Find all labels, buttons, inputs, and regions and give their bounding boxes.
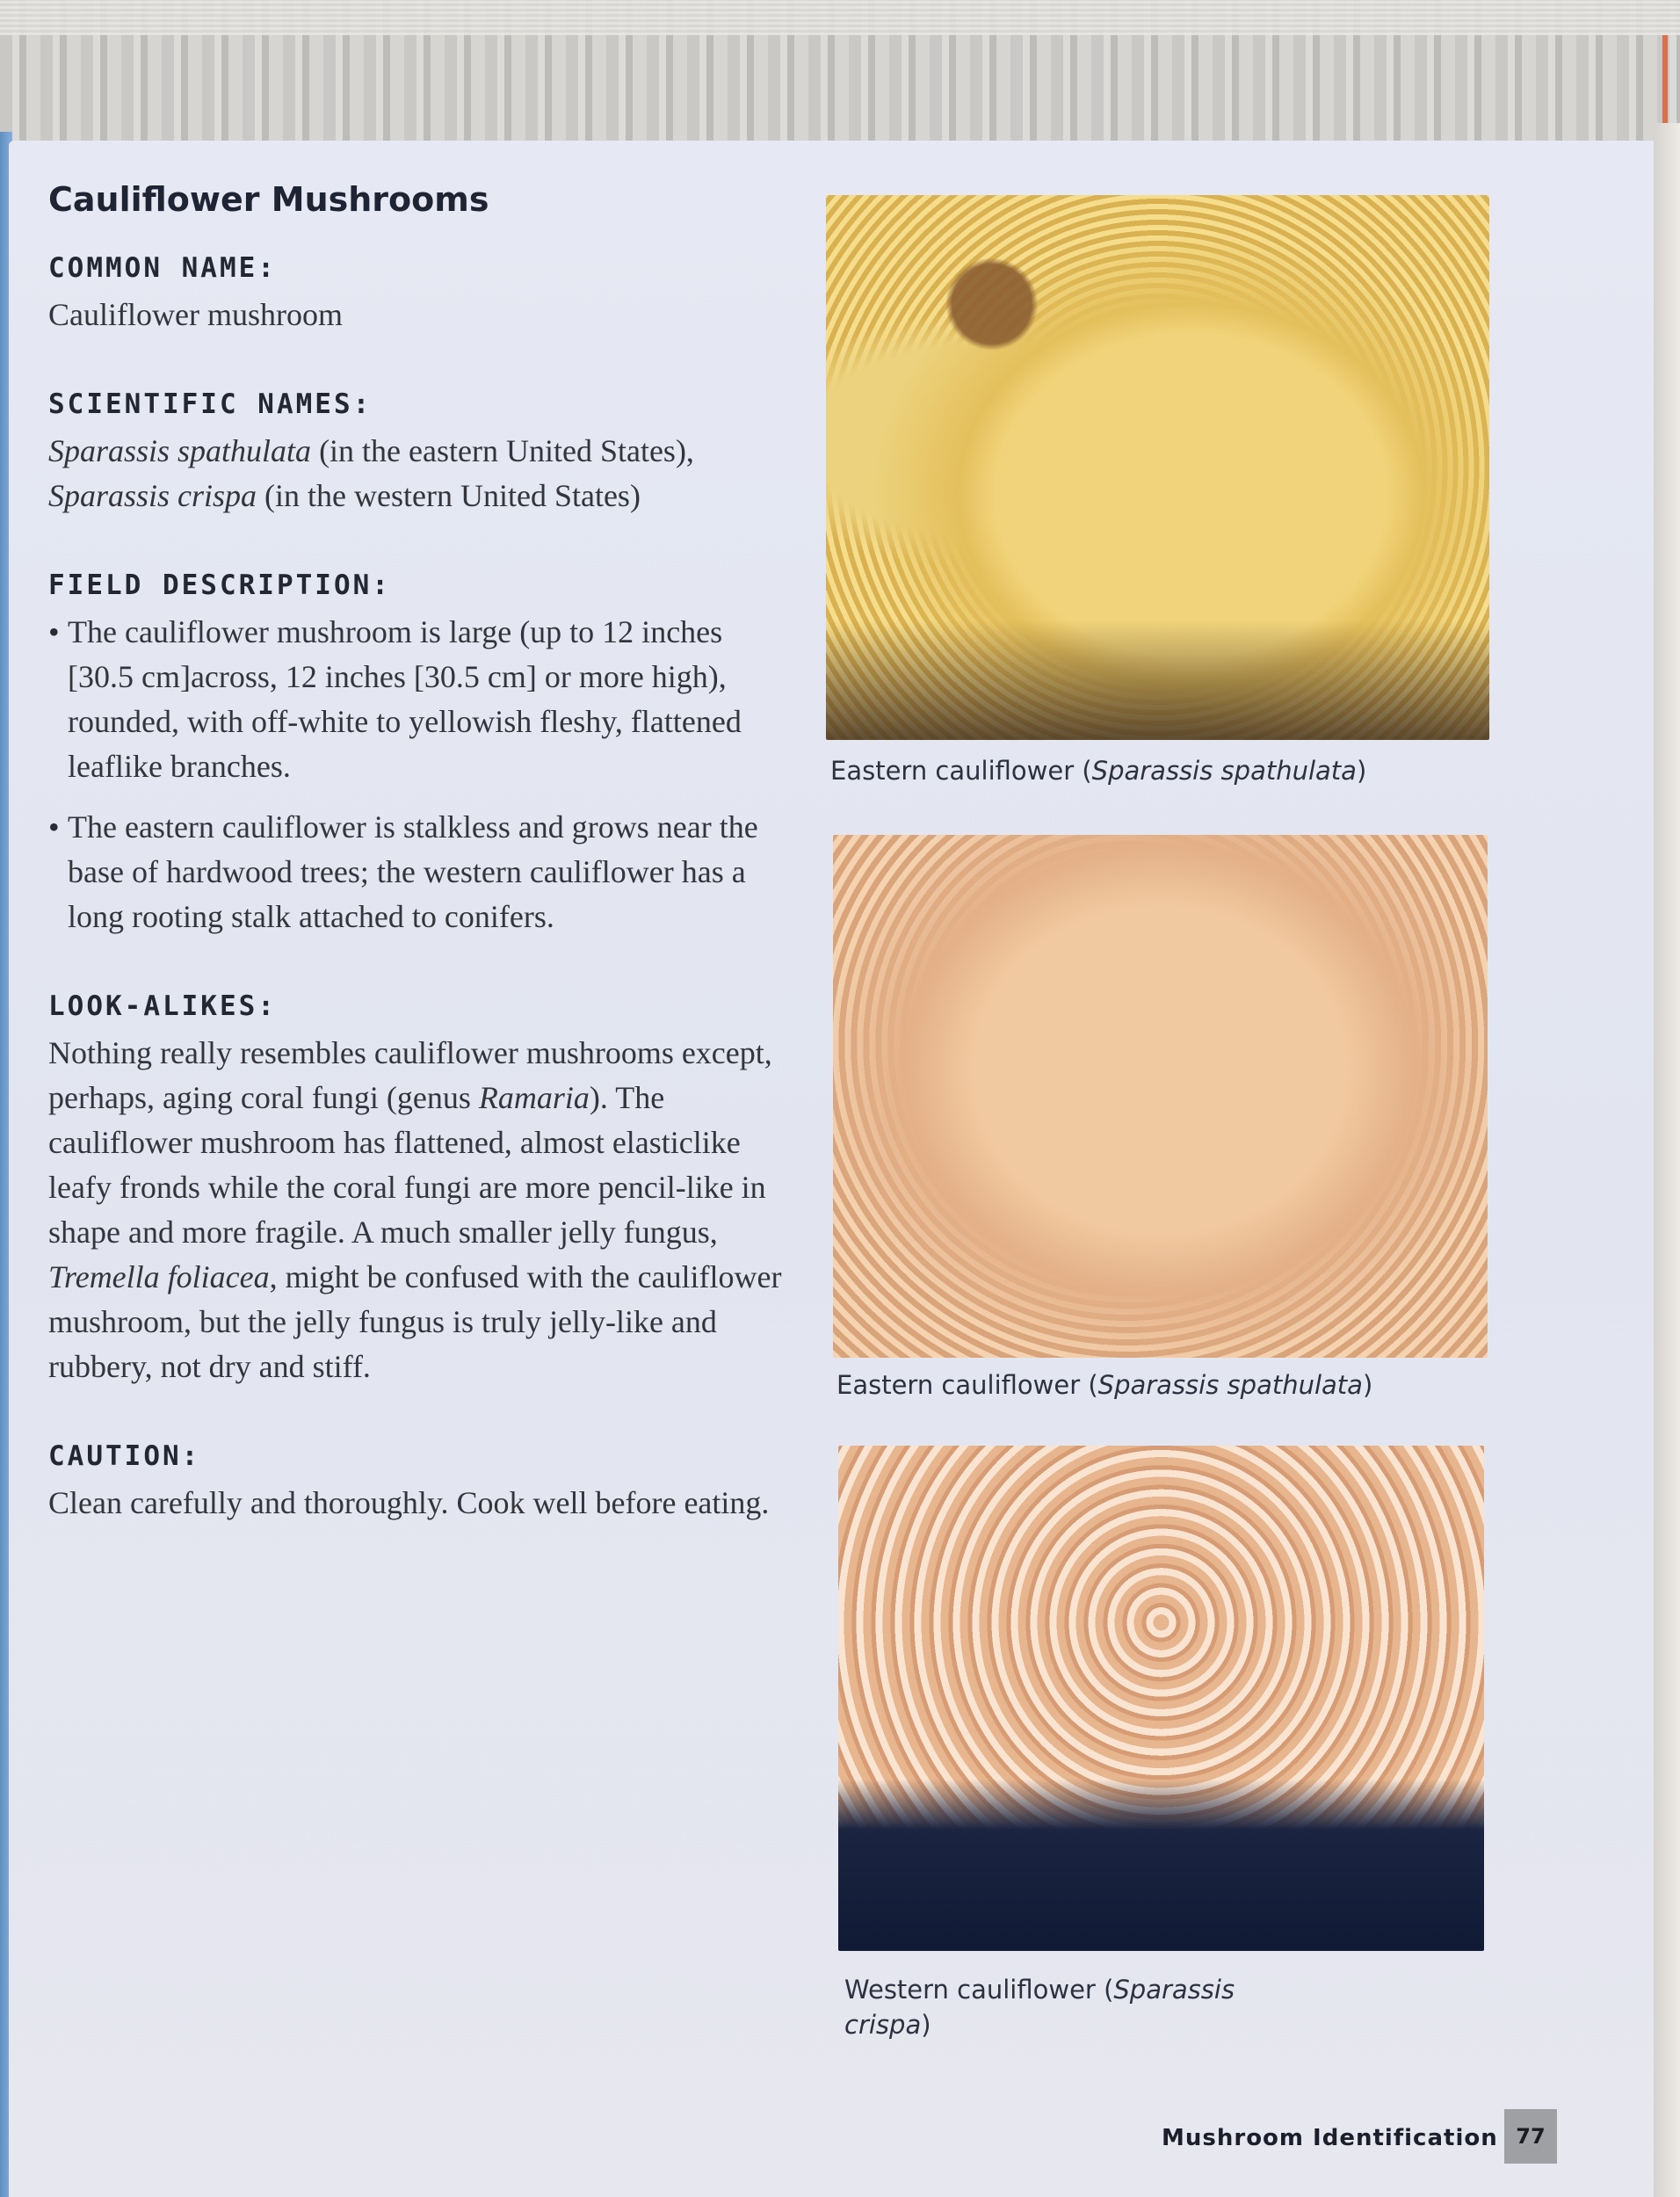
text-column [48,180,786,1577]
scientific-name-western-note: (in the western United States) [257,478,641,513]
common-name-value: Cauliflower mushroom [48,297,343,332]
scientific-names-value [48,429,786,518]
common-name-label: COMMON NAME: [48,252,277,284]
scientific-names-label: SCIENTIFIC NAMES: [48,388,373,420]
page-number: 77 [1504,2109,1557,2164]
caption-species: Sparassis spathulata [1097,1370,1363,1400]
look-alikes-section [48,990,786,1389]
caption-text: Eastern cauliflower ( [830,756,1092,786]
background-texture [0,0,1680,154]
caption-close: ) [1356,756,1367,786]
bullet-item [48,610,786,789]
caution-section [48,1440,786,1526]
bullet-icon: • [48,614,60,649]
species-name: Tremella foliacea [48,1259,270,1294]
scientific-name-western: Sparassis crispa [48,478,257,513]
look-alikes-part: ). The cauliflower mushroom has flattened, almost elasticlike leafy fronds while the coral fungi are more pencil-like in shape and more fragile. A much smaller jelly fungus, [48,1080,766,1250]
caption-species: Sparassis crispa [844,1975,1235,2040]
mushroom-photo-western [838,1446,1484,1951]
bullet-text: The cauliflower mushroom is large (up to 12 inches [30.5 cm]across, 12 inches [30.5 cm] or more high), rounded, with off-white to yellowish fleshy, flattened leaflike branches. [68,614,742,784]
mushroom-photo-eastern-1 [826,195,1489,740]
mushroom-photo-eastern-2 [833,835,1488,1358]
caption-species: Sparassis spathulata [1091,756,1357,786]
genus-name: Ramaria [478,1080,590,1115]
look-alikes-label: LOOK-ALIKES: [48,990,277,1022]
scientific-names-section [48,388,786,518]
caption-close: ) [1362,1370,1373,1400]
scientific-name-eastern-note: (in the eastern United States), [311,433,694,468]
bullet-item [48,805,786,939]
page-title: Cauliflower Mushrooms [48,180,489,219]
caption-text: Western cauliflower ( [844,1975,1114,2005]
bullet-text: The eastern cauliflower is stalkless and grows near the base of hardwood trees; the western cauliflower has a long rooting stalk attached to conifers. [68,809,758,934]
field-description-label: FIELD DESCRIPTION: [48,569,391,601]
caution-label: CAUTION: [48,1440,201,1472]
look-alikes-part: Nothing really resembles cauliflower mushrooms except, perhaps, aging coral fungi (genus [48,1035,772,1115]
scientific-name-eastern: Sparassis spathulata [48,433,312,468]
caption-close: ) [921,2010,931,2040]
photo-caption [830,753,1366,788]
look-alikes-part: , might be confused with the cauliflower mushroom, but the jelly fungus is truly jelly-like and rubbery, not dry and stiff. [48,1259,782,1384]
photo-caption [844,1972,1301,2042]
caution-text: Clean carefully and thoroughly. Cook well before eating. [48,1485,770,1520]
field-description-section [48,569,786,939]
photo-caption [836,1367,1372,1403]
caption-text: Eastern cauliflower ( [836,1370,1098,1400]
page-edge [1654,123,1680,2197]
running-footer: Mushroom Identification [1162,2125,1498,2151]
common-name-section [48,252,786,337]
look-alikes-text [48,1031,786,1389]
bullet-icon: • [48,809,60,845]
